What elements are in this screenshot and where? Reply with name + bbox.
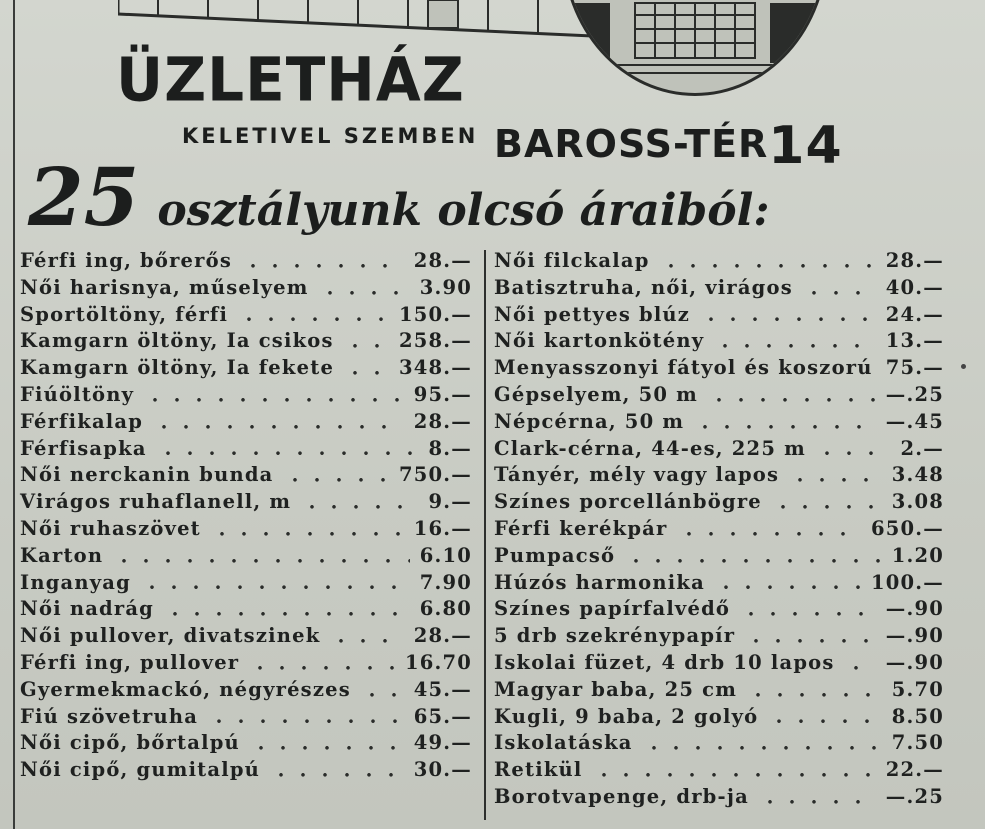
item-name: Férfi ing, pullover bbox=[20, 650, 240, 674]
leader-dots bbox=[270, 757, 404, 784]
item-name: Iskolai füzet, 4 drb 10 lapos bbox=[494, 650, 835, 674]
item-name: Clark-cérna, 44-es, 225 m bbox=[494, 436, 806, 460]
leader-dots bbox=[772, 489, 882, 516]
address-number: 14 bbox=[768, 116, 843, 176]
item-name: Női pettyes blúz bbox=[494, 302, 691, 326]
item-price: 650.— bbox=[871, 516, 944, 540]
item-price: 40.— bbox=[885, 275, 944, 299]
leader-dots bbox=[250, 730, 404, 757]
item-name: Női harisnya, műselyem bbox=[20, 275, 309, 299]
item-name: Női ruhaszövet bbox=[20, 516, 201, 540]
margin-dot bbox=[961, 364, 966, 369]
price-list-row bbox=[20, 436, 480, 463]
item-name: Színes papírfalvédő bbox=[494, 597, 731, 621]
headline-text: osztályunk olcsó áraiból: bbox=[157, 185, 770, 236]
leader-dots bbox=[249, 650, 395, 677]
item-name: Női cipő, gumitalpú bbox=[20, 758, 261, 782]
price-list-row bbox=[20, 570, 480, 597]
item-price: 95.— bbox=[413, 382, 472, 406]
leader-dots bbox=[660, 248, 876, 275]
leader-dots bbox=[242, 248, 404, 275]
item-price: 65.— bbox=[413, 704, 472, 728]
item-name: Húzós harmonika bbox=[494, 570, 705, 594]
price-list-row bbox=[494, 623, 952, 650]
item-name: Férfisapka bbox=[20, 436, 147, 460]
item-name: Kamgarn öltöny, Ia csikos bbox=[20, 329, 334, 353]
price-list-row bbox=[20, 757, 480, 784]
price-list-row bbox=[20, 677, 480, 704]
item-price: 2.— bbox=[900, 436, 944, 460]
item-price: 150.— bbox=[399, 302, 472, 326]
leader-dots bbox=[144, 382, 404, 409]
item-name: Férfi kerékpár bbox=[494, 516, 668, 540]
item-price: 24.— bbox=[885, 302, 944, 326]
price-list-row bbox=[494, 275, 952, 302]
price-list-row bbox=[494, 596, 952, 623]
leader-dots bbox=[694, 409, 876, 436]
price-list-row bbox=[494, 650, 952, 677]
leader-dots bbox=[747, 677, 882, 704]
leader-dots bbox=[745, 623, 876, 650]
item-price: 8.50 bbox=[891, 704, 944, 728]
item-name: Gépselyem, 50 m bbox=[494, 382, 698, 406]
price-list-row bbox=[20, 730, 480, 757]
item-price: 45.— bbox=[413, 677, 472, 701]
item-price: 7.90 bbox=[419, 570, 472, 594]
item-name: Fiúöltöny bbox=[20, 382, 135, 406]
price-list-right-column bbox=[494, 248, 952, 811]
item-price: —.90 bbox=[885, 624, 944, 648]
leader-dots bbox=[238, 302, 389, 329]
price-list-row bbox=[494, 730, 952, 757]
item-name: Női kartonkötény bbox=[494, 329, 705, 353]
item-name: Férfi ing, bőrerős bbox=[20, 249, 233, 272]
item-name: Női filckalap bbox=[494, 249, 650, 272]
price-list-row bbox=[494, 462, 952, 489]
item-name: Női nerckanin bunda bbox=[20, 463, 274, 487]
item-price: 750.— bbox=[399, 463, 472, 487]
price-list-row bbox=[20, 355, 480, 382]
item-price: 75.— bbox=[885, 356, 944, 380]
item-price: 49.— bbox=[413, 731, 472, 755]
price-list-row bbox=[20, 382, 480, 409]
item-price: 16.70 bbox=[404, 650, 472, 674]
item-price: 28.— bbox=[413, 249, 472, 272]
price-list-row bbox=[494, 248, 952, 275]
item-price: 9.— bbox=[428, 490, 472, 514]
price-list-row bbox=[494, 302, 952, 329]
item-name: Színes porcellánbögre bbox=[494, 490, 762, 514]
item-name: Tányér, mély vagy lapos bbox=[494, 463, 780, 487]
leader-dots bbox=[284, 462, 389, 489]
price-list-row bbox=[20, 596, 480, 623]
item-name: Pumpacső bbox=[494, 543, 616, 567]
item-price: —.90 bbox=[885, 650, 944, 674]
price-list-row bbox=[494, 355, 952, 382]
item-price: 1.20 bbox=[891, 543, 944, 567]
item-price: 3.48 bbox=[891, 463, 944, 487]
price-list-row bbox=[20, 302, 480, 329]
item-price: 28.— bbox=[413, 624, 472, 648]
leader-dots bbox=[301, 489, 419, 516]
leader-dots bbox=[625, 543, 882, 570]
leader-dots bbox=[157, 436, 419, 463]
item-price: —.25 bbox=[885, 784, 944, 808]
item-name: Kamgarn öltöny, Ia fekete bbox=[20, 356, 335, 380]
item-name: Retikül bbox=[494, 758, 583, 782]
price-list-row bbox=[20, 328, 480, 355]
item-price: 3.08 bbox=[891, 490, 944, 514]
leader-dots bbox=[845, 650, 876, 677]
item-price: 7.50 bbox=[891, 731, 944, 755]
price-list-left-column bbox=[20, 248, 480, 784]
price-list-row bbox=[20, 650, 480, 677]
leader-dots bbox=[759, 784, 876, 811]
item-name: Inganyag bbox=[20, 570, 131, 594]
price-list-row bbox=[494, 677, 952, 704]
item-price: —.25 bbox=[885, 382, 944, 406]
item-name: Virágos ruhaflanell, m bbox=[20, 490, 292, 514]
price-list-row bbox=[494, 409, 952, 436]
column-divider bbox=[484, 250, 486, 820]
store-name: ÜZLETHÁZ bbox=[116, 44, 465, 116]
price-list-row bbox=[20, 516, 480, 543]
item-price: 6.80 bbox=[419, 597, 472, 621]
item-price: 28.— bbox=[413, 409, 472, 433]
leader-dots bbox=[330, 623, 404, 650]
item-name: Borotvapenge, drb-ja bbox=[494, 784, 749, 808]
store-location-subtitle: KELETIVEL SZEMBEN bbox=[182, 124, 479, 148]
leader-dots bbox=[789, 462, 882, 489]
item-price: 5.70 bbox=[891, 677, 944, 701]
price-list-row bbox=[494, 704, 952, 731]
leader-dots bbox=[700, 302, 876, 329]
store-emblem-circle bbox=[562, 0, 828, 96]
price-list-row bbox=[494, 328, 952, 355]
price-list-row bbox=[20, 248, 480, 275]
leader-dots bbox=[153, 409, 404, 436]
price-list-row bbox=[20, 409, 480, 436]
leader-dots bbox=[113, 543, 410, 570]
leader-dots bbox=[643, 730, 882, 757]
leader-dots bbox=[715, 570, 861, 597]
left-border-rule bbox=[13, 0, 15, 829]
item-price: —.45 bbox=[885, 409, 944, 433]
leader-dots bbox=[141, 570, 410, 597]
item-name: Gyermekmackó, négyrészes bbox=[20, 677, 351, 701]
leader-dots bbox=[344, 355, 389, 382]
item-name: Batisztruha, női, virágos bbox=[494, 275, 793, 299]
price-list-row bbox=[20, 704, 480, 731]
item-price: 8.— bbox=[428, 436, 472, 460]
item-name: Kugli, 9 baba, 2 golyó bbox=[494, 704, 759, 728]
leader-dots bbox=[708, 382, 876, 409]
item-price: 28.— bbox=[885, 249, 944, 272]
item-name: Magyar baba, 25 cm bbox=[494, 677, 738, 701]
item-price: 100.— bbox=[871, 570, 944, 594]
item-name: Karton bbox=[20, 543, 104, 567]
item-name: Iskolatáska bbox=[494, 731, 633, 755]
item-name: Női nadrág bbox=[20, 597, 155, 621]
leader-dots bbox=[344, 328, 389, 355]
item-name: Női cipő, bőrtalpú bbox=[20, 731, 240, 755]
leader-dots bbox=[208, 704, 404, 731]
item-name: Sportöltöny, férfi bbox=[20, 302, 229, 326]
price-list-row bbox=[20, 543, 480, 570]
item-price: 13.— bbox=[885, 329, 944, 353]
item-price: 30.— bbox=[413, 758, 472, 782]
leader-dots bbox=[714, 328, 876, 355]
item-name: Férfikalap bbox=[20, 409, 144, 433]
price-list-row bbox=[20, 489, 480, 516]
item-name: Népcérna, 50 m bbox=[494, 409, 685, 433]
leader-dots bbox=[593, 757, 876, 784]
leader-dots bbox=[678, 516, 861, 543]
item-price: 3.90 bbox=[419, 275, 472, 299]
price-list-row bbox=[494, 570, 952, 597]
leader-dots bbox=[164, 596, 410, 623]
leader-dots bbox=[768, 704, 882, 731]
headline bbox=[28, 150, 770, 244]
price-list-row bbox=[494, 382, 952, 409]
leader-dots bbox=[803, 275, 876, 302]
item-price: 16.— bbox=[413, 516, 472, 540]
item-price: 22.— bbox=[885, 758, 944, 782]
price-list-row bbox=[20, 623, 480, 650]
headline-number: 25 bbox=[28, 150, 140, 244]
price-list-row bbox=[494, 543, 952, 570]
leader-dots bbox=[740, 596, 876, 623]
item-name: Menyasszonyi fátyol és koszorú bbox=[494, 356, 873, 380]
price-list-row bbox=[494, 757, 952, 784]
item-price: 348.— bbox=[399, 356, 472, 380]
price-list-row bbox=[20, 275, 480, 302]
item-price: 258.— bbox=[399, 329, 472, 353]
item-price: 6.10 bbox=[419, 543, 472, 567]
price-list-row bbox=[20, 462, 480, 489]
price-list-row bbox=[494, 489, 952, 516]
item-name: Női pullover, divatszinek bbox=[20, 624, 321, 648]
price-list-row bbox=[494, 436, 952, 463]
item-name: 5 drb szekrénypapír bbox=[494, 624, 736, 648]
address-street: BAROSS-TÉR bbox=[494, 122, 769, 166]
leader-dots bbox=[211, 516, 404, 543]
leader-dots bbox=[319, 275, 410, 302]
leader-dots bbox=[361, 677, 404, 704]
price-list-row bbox=[494, 516, 952, 543]
price-list-row bbox=[494, 784, 952, 811]
leader-dots bbox=[816, 436, 891, 463]
item-price: —.90 bbox=[885, 597, 944, 621]
item-name: Fiú szövetruha bbox=[20, 704, 199, 728]
